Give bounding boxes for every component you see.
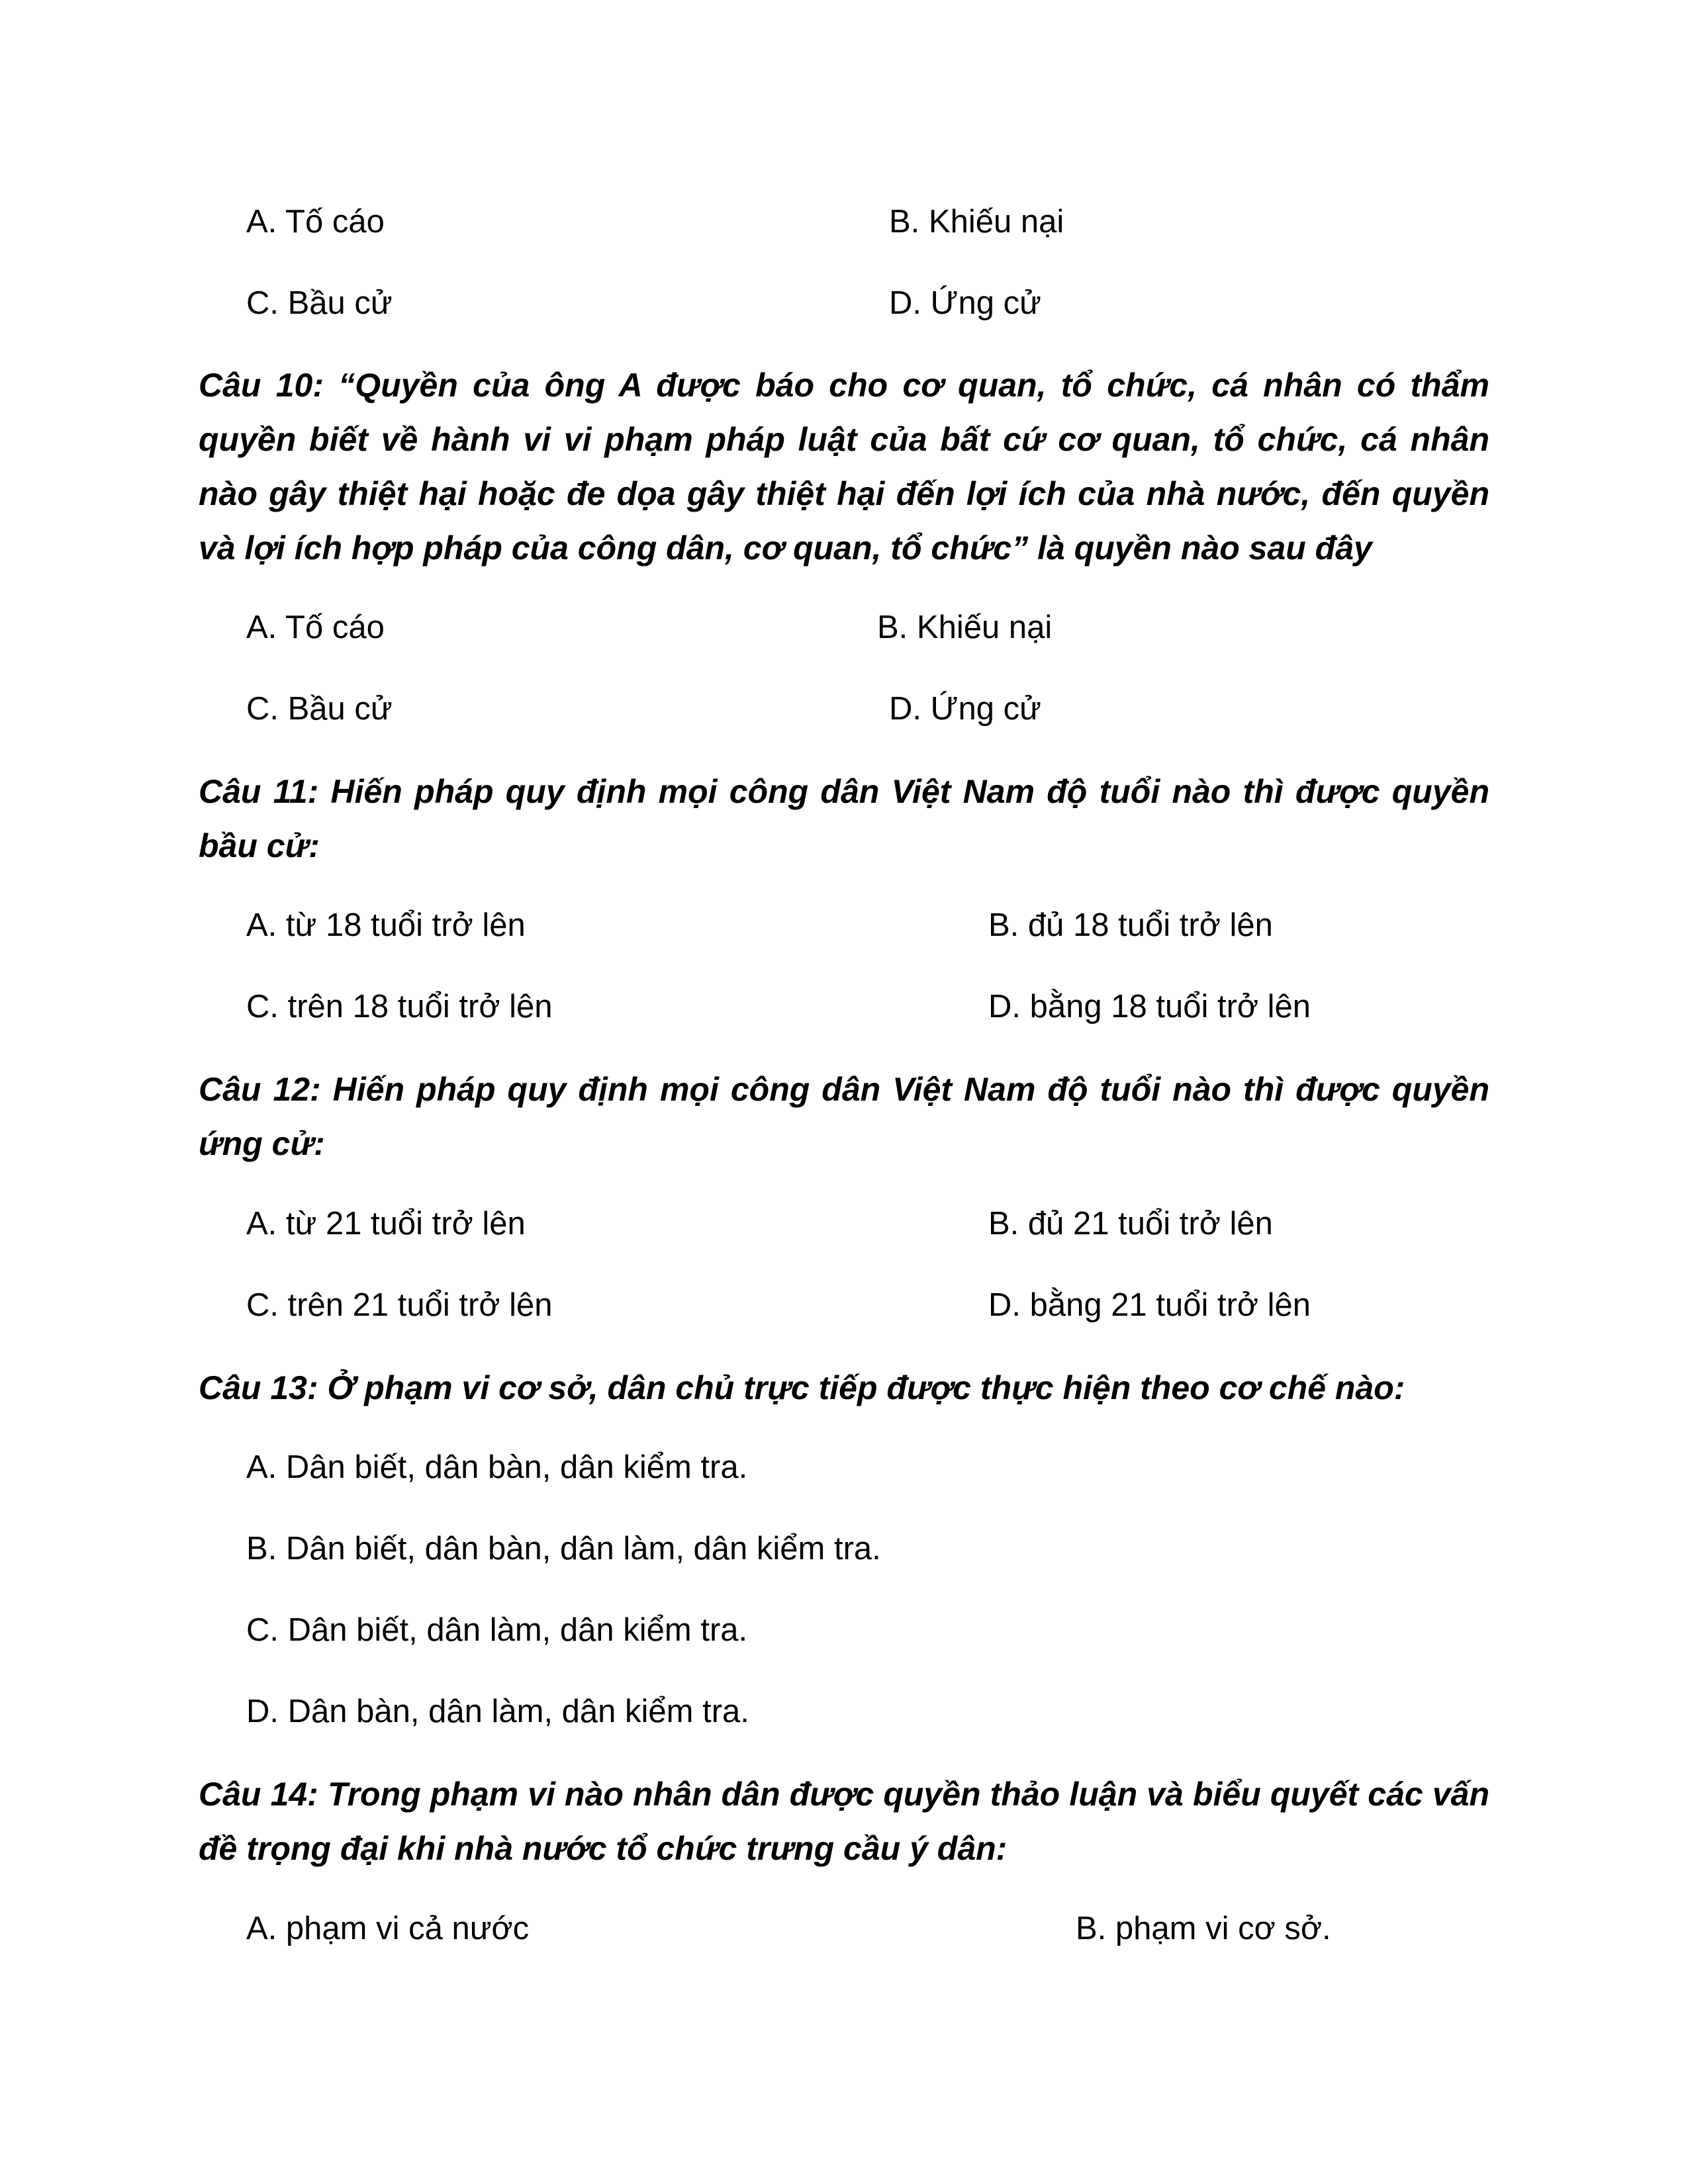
question-10-text: Câu 10: “Quyền của ông A được báo cho cơ quan, tổ chức, cá nhân có thẩm quyền biết về hành vi vi phạm pháp luật của bất cứ cơ quan, tổ chức, cá nhân nào gây thiệt hại hoặc đe dọa gây thiệt hại đến lợi ích của nhà nước, đến quyền và lợi ích hợp pháp của công dân, cơ quan, tổ chức” là quyền nào sau đây [199, 367, 1489, 567]
q10-option-b: B. Khiếu nại [877, 610, 1053, 645]
q10-option-c: C. Bầu cử [246, 691, 393, 727]
q13-option-d: D. Dân bàn, dân làm, dân kiểm tra. [246, 1694, 749, 1729]
q11-option-b: B. đủ 18 tuổi trở lên [988, 907, 1273, 943]
q13-option-a: A. Dân biết, dân bàn, dân kiểm tra. [246, 1449, 748, 1485]
question-12-text: Câu 12: Hiến pháp quy định mọi công dân Việt Nam độ tuổi nào thì được quyền ứng cử: [199, 1071, 1489, 1162]
q11-option-c: C. trên 18 tuổi trở lên [246, 989, 553, 1024]
q13-option-c: C. Dân biết, dân làm, dân kiểm tra. [246, 1612, 748, 1648]
q12-option-c: C. trên 21 tuổi trở lên [246, 1287, 553, 1323]
q12-option-d: D. bằng 21 tuổi trở lên [988, 1287, 1311, 1323]
q9-option-d: D. Ứng cử [889, 285, 1041, 321]
q13-option-b: B. Dân biết, dân bàn, dân làm, dân kiểm tra. [246, 1531, 881, 1567]
q12-option-a: A. từ 21 tuổi trở lên [246, 1206, 526, 1242]
q10-option-d: D. Ứng cử [889, 691, 1041, 727]
question-13-text: Câu 13: Ở phạm vi cơ sở, dân chủ trực tiếp được thực hiện theo cơ chế nào: [199, 1369, 1405, 1406]
q14-option-b: B. phạm vi cơ sở. [1076, 1911, 1331, 1946]
q9-option-c: C. Bầu cử [246, 285, 393, 321]
q10-option-a: A. Tố cáo [246, 610, 385, 645]
q12-option-b: B. đủ 21 tuổi trở lên [988, 1206, 1273, 1242]
question-11-text: Câu 11: Hiến pháp quy định mọi công dân Việt Nam độ tuổi nào thì được quyền bầu cử: [199, 773, 1489, 864]
q9-option-b: B. Khiếu nại [889, 204, 1064, 240]
q11-option-a: A. từ 18 tuổi trở lên [246, 907, 526, 943]
q11-option-d: D. bằng 18 tuổi trở lên [988, 989, 1311, 1024]
question-14-text: Câu 14: Trong phạm vi nào nhân dân được quyền thảo luận và biểu quyết các vấn đề trọng đại khi nhà nước tổ chức trưng cầu ý dân: [199, 1776, 1489, 1867]
q14-option-a: A. phạm vi cả nước [246, 1911, 530, 1946]
q9-option-a: A. Tố cáo [246, 204, 385, 240]
